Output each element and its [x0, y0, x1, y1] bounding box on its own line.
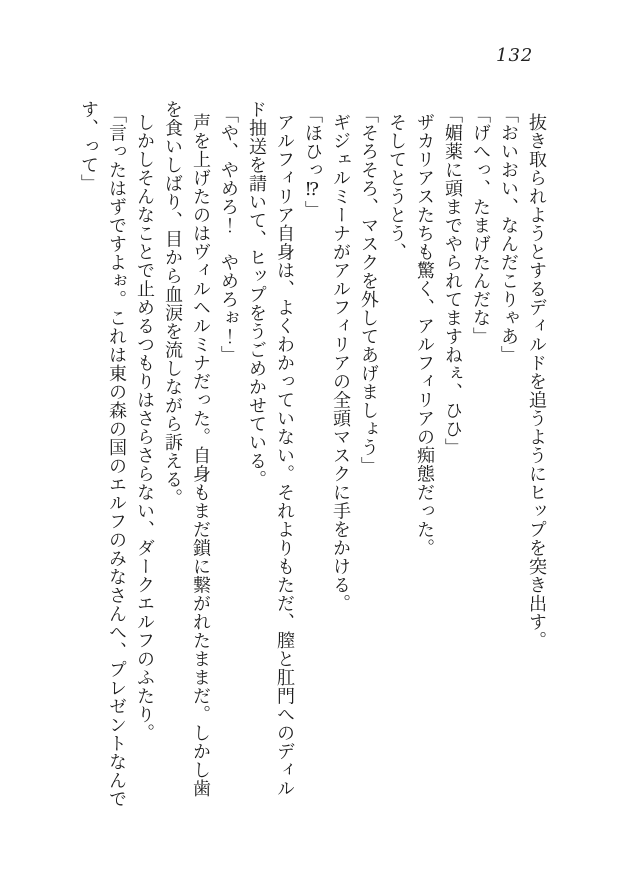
text-line: アルフィリア自身は、よくわかっていない。それよりもただ、膣と肛門へのディル — [274, 113, 295, 798]
text-line: を食いしばり、目から血涙を流しながら訴える。 — [162, 100, 183, 507]
page-number: 132 — [496, 45, 534, 66]
text-line: 声を上げたのはヴィルヘルミナだった。自身もまだ鎖に繋がれたままだ。しかし歯 — [190, 113, 211, 798]
text-line: ギジェルミーナがアルフィリアの全頭マスクに手をかける。 — [330, 113, 351, 613]
text-line: そしてとうとう、 — [386, 113, 407, 261]
text-line: 「や、やめろ！ やめろぉ！」 — [218, 105, 239, 364]
text-line: 「言ったはずですよぉ。これは東の森の国のエルフのみなさんへ、プレゼントなんで — [106, 105, 127, 808]
text-line: 「げへっ、たまげたんだな」 — [470, 105, 491, 346]
text-line: 「ほひっ⁉」 — [302, 105, 323, 219]
text-line: ザカリアスたちも驚く、アルフィリアの痴態だった。 — [414, 113, 435, 557]
text-line: す、って」 — [78, 100, 99, 193]
text-line: 「おいおい、なんだこりゃあ」 — [498, 105, 519, 364]
text-line: ド抽送を請いて、ヒップをうごめかせている。 — [246, 100, 267, 489]
text-line: 「そろそろ、マスクを外してあげましょう」 — [358, 105, 379, 475]
text-line: 抜き取られようとするディルドを追うようにヒップを突き出す。 — [526, 113, 547, 650]
text-block — [74, 100, 550, 812]
text-line: しかしそんなことで止めるつもりはさらさらない、ダークエルフのふたり。 — [134, 113, 155, 742]
text-line: 「媚薬に頭までやられてますねぇ、ひひ」 — [442, 105, 463, 457]
